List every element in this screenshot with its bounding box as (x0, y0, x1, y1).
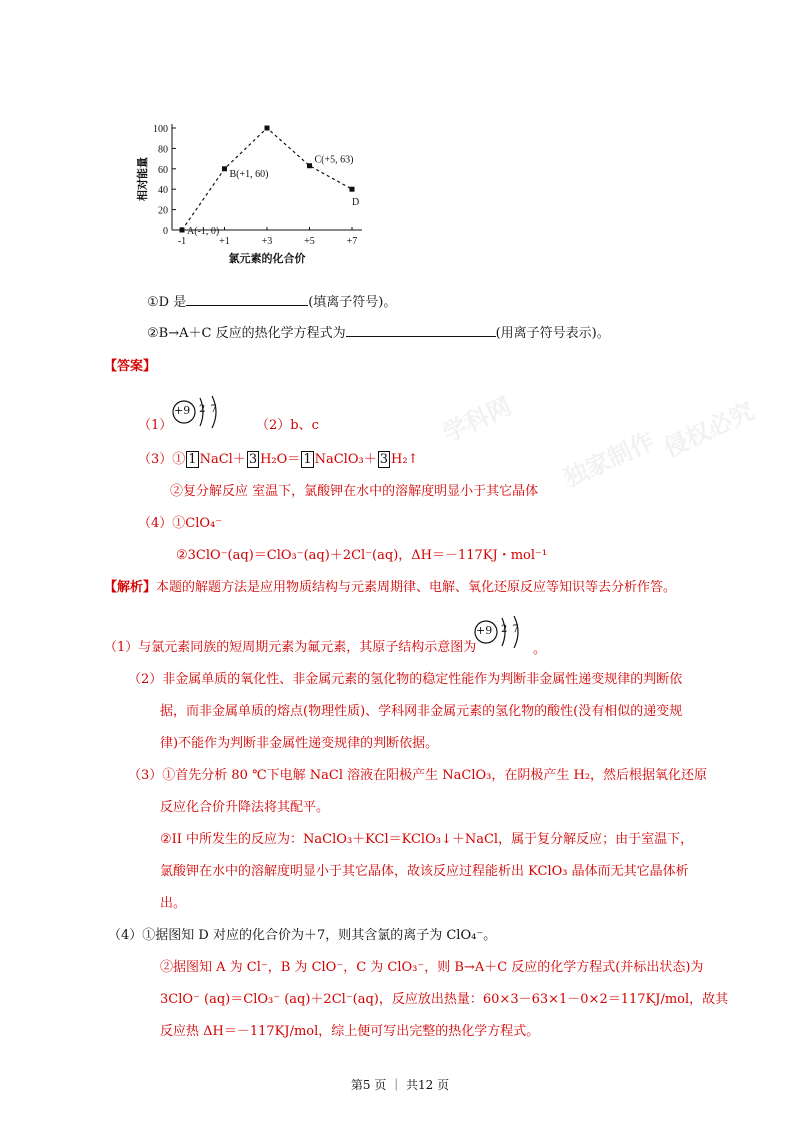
data-point (350, 187, 355, 192)
page-footer: 第5 页 ｜ 共12 页 (350, 1078, 450, 1092)
point-label: B(+1, 60) (229, 168, 269, 180)
atom-electron-label: 2 7 (501, 624, 520, 635)
analysis-p2-line-2: 据，而非金属单质的熔点(物理性质)、学科网非金属元素的氢化物的酸性(没有相似的递变规 (160, 704, 683, 719)
analysis-header: 【解析】 (104, 580, 157, 595)
answer-line-3: ②复分解反应 室温下，氯酸钾在水中的溶解度明显小于其它晶体 (170, 484, 539, 499)
point-label: D (352, 197, 360, 209)
question-1-blank[interactable] (186, 292, 308, 306)
analysis-p3-line-2: 反应化合价升降法将其配平。 (160, 800, 330, 815)
atom-nucleus-label: +9 (476, 624, 493, 637)
analysis-p3-line-4: 氯酸钾在水中的溶解度明显小于其它晶体，故该反应过程能析出 KClO₃ 晶体而无其它晶体析 (160, 864, 689, 879)
question-1-suffix: (填离子符号)。 (308, 295, 397, 310)
watermark-text: 学科网 (438, 391, 516, 448)
answer-line-4: （4）①ClO₄⁻ (138, 516, 223, 531)
question-2-prefix: ②B→A＋C 反应的热化学方程式为 (147, 326, 346, 341)
analysis-p4-line-3: 3ClO⁻ (aq)＝ClO₃⁻ (aq)＋2Cl⁻(aq)，反应放出热量：60×3－63×1－0×2＝117KJ/mol，故其 (160, 992, 729, 1007)
question-1-prefix: ①D 是 (147, 295, 187, 310)
coefficient-box-1: 1 (188, 452, 197, 467)
analysis-atom-diagram (472, 612, 532, 656)
watermark-text: 独家制作 (559, 426, 659, 493)
analysis-p2-line-1: （2）非金属单质的氧化性、非金属元素的氢化物的稳定性能作为判断非金属性递变规律的判断依 (128, 672, 683, 687)
analysis-p4-line-2: ②据图知 A 为 Cl⁻，B 为 ClO⁻，C 为 ClO₃⁻，则 B→A＋C 反应的化学方程式(并标出状态)为 (160, 960, 704, 975)
data-point (307, 163, 312, 168)
y-tick-label: 60 (158, 164, 168, 176)
analysis-intro-text: 本题的解题方法是应用物质结构与元素周期律、电解、氧化还原反应等知识等去分析作答。 (156, 580, 677, 595)
analysis-p2-line-3: 律)不能作为判断非金属性递变规律的判断依据。 (160, 736, 439, 751)
answer-2-circled: ① (172, 452, 186, 467)
x-tick-label: +3 (261, 236, 273, 247)
answer-header: 【答案】 (104, 359, 157, 374)
x-tick-label: -1 (177, 236, 187, 247)
coefficient-box-3: 1 (303, 452, 312, 467)
y-axis-label: 相对能量 (136, 157, 149, 201)
answer-line-5: ②3ClO⁻(aq)＝ClO₃⁻(aq)＋2Cl⁻(aq)，ΔH＝－117KJ・mol⁻¹ (176, 548, 548, 563)
analysis-p1-text: （1）与氯元素同族的短周期元素为氟元素，其原子结构示意图为 (104, 640, 477, 655)
answer-1-number: （1） (138, 418, 173, 433)
data-point (180, 228, 185, 233)
question-1 (147, 292, 396, 313)
point-label: C(+5, 63) (314, 154, 354, 166)
answer-2-number: （3） (138, 452, 173, 467)
question-2-suffix: (用离子符号表示)。 (495, 326, 610, 341)
x-axis-label: 氯元素的化合价 (228, 252, 306, 265)
analysis-p3-line-1: （3）①首先分析 80 ℃下电解 NaCl 溶液在阳极产生 NaClO₃，在阴极产生 H₂，然后根据氧化还原 (128, 768, 708, 783)
answer-2-species-1: NaCl＋ (199, 452, 246, 467)
y-tick-label: 100 (153, 124, 168, 135)
question-2-blank[interactable] (346, 323, 496, 337)
watermark-text: 侵权必究 (659, 396, 759, 463)
coefficient-box-4: 3 (379, 452, 388, 467)
analysis-p3-line-3: ②II 中所发生的反应为：NaClO₃＋KCl＝KClO₃↓＋NaCl，属于复分解反应；由于室温下， (160, 832, 694, 847)
coefficient-box-2: 3 (248, 452, 258, 467)
fluorine-atom-diagram (170, 392, 230, 436)
answer-2-species-4: H₂↑ (390, 452, 419, 467)
answer-line-2 (138, 450, 418, 470)
data-point (222, 166, 227, 171)
x-tick-label: +7 (346, 236, 358, 247)
answer-2-species-2: H₂O＝ (260, 452, 301, 467)
x-tick-label: +1 (219, 236, 230, 247)
y-tick-label: 40 (158, 185, 168, 197)
analysis-p4-line-1: （4）①据图知 D 对应的化合价为＋7，则其含氯的离子为 ClO₄⁻。 (108, 928, 497, 943)
analysis-p4-line-4: 反应热 ΔH＝－117KJ/mol，综上便可写出完整的热化学方程式。 (160, 1024, 540, 1039)
analysis-p1-end: 。 (533, 642, 547, 657)
atom-electron-label: 2 7 (199, 404, 218, 415)
point-label: A(-1, 0) (187, 226, 220, 237)
answer-1-part2: （2）b、c (256, 418, 319, 433)
analysis-intro (104, 578, 676, 598)
x-tick-label: +5 (304, 236, 315, 247)
answer-2-species-3: NaClO₃＋ (314, 452, 377, 467)
y-tick-label: 0 (163, 226, 168, 237)
data-point (265, 126, 270, 131)
answer-line-1 (138, 416, 172, 436)
y-tick-label: 20 (158, 205, 168, 217)
analysis-p1 (104, 638, 476, 658)
energy-chart (136, 112, 376, 272)
question-2 (147, 323, 610, 344)
atom-nucleus-label: +9 (174, 404, 191, 417)
y-tick-label: 80 (158, 144, 168, 156)
analysis-p3-line-5: 出。 (160, 896, 187, 911)
